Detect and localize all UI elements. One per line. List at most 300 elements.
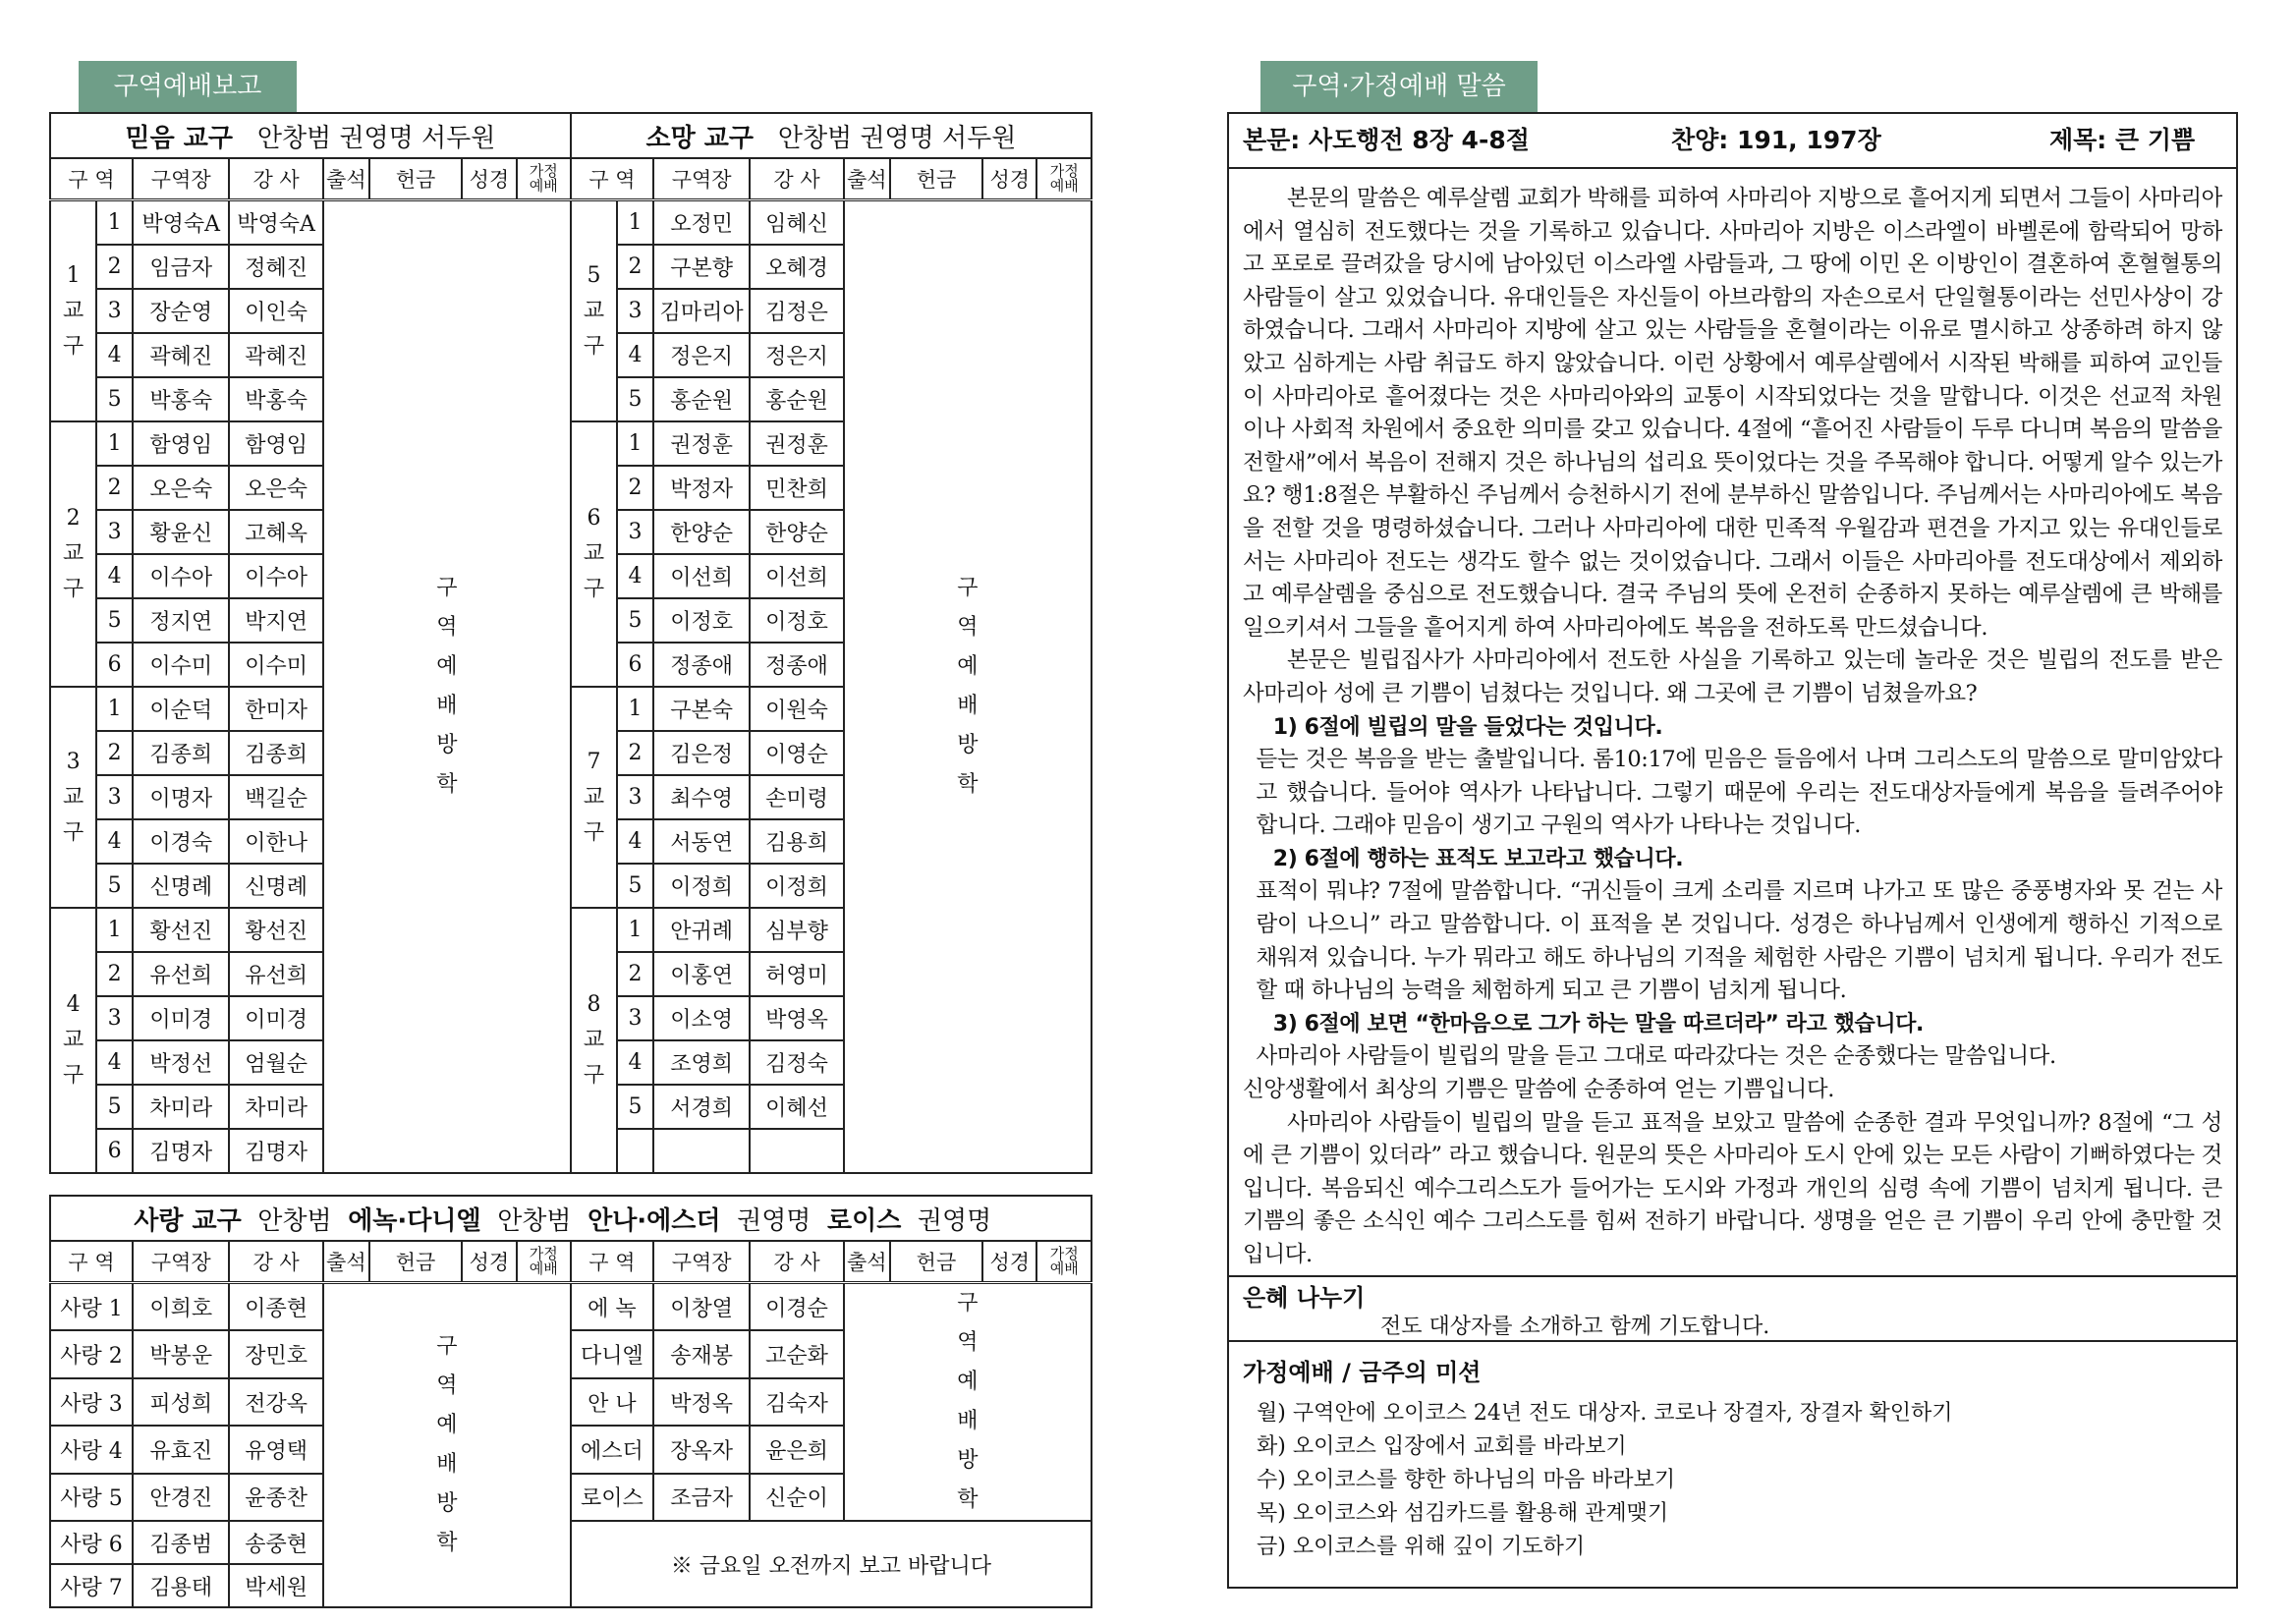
district-label <box>571 421 617 687</box>
table-row <box>50 1521 1092 1564</box>
report-entry-area <box>323 1283 571 1608</box>
row-number: 5 <box>96 377 133 421</box>
row-number: 4 <box>617 333 653 377</box>
vertical-char: 교 <box>583 541 605 566</box>
vertical-char: 예 <box>957 1370 979 1394</box>
home-line2: 예배 <box>1049 1260 1079 1277</box>
district-leader: 홍순원 <box>653 377 750 421</box>
sarang-cell: 에스더 <box>571 1426 653 1473</box>
vertical-char: 8 <box>587 992 601 1017</box>
sarang-cell: 송재봉 <box>653 1330 750 1377</box>
home-line1: 가정 <box>529 162 558 180</box>
vertical-char: 교 <box>62 1028 84 1052</box>
district-teacher: 이영순 <box>750 731 843 775</box>
district-leader: 정종애 <box>653 643 750 687</box>
vertical-char: 구 <box>62 1063 84 1088</box>
district-leader: 김은정 <box>653 731 750 775</box>
sarang-cell: 사랑 5 <box>50 1474 133 1521</box>
row-number: 1 <box>617 908 653 952</box>
mission-day: 화) 오이코스 입장에서 교회를 바라보기 <box>1257 1434 1627 1459</box>
table-row <box>50 1283 1092 1331</box>
district-leader: 박영숙A <box>133 200 229 246</box>
col-header-offering: 헌금 <box>369 158 462 200</box>
col-header-offering: 헌금 <box>369 1241 462 1283</box>
district-label <box>50 421 96 687</box>
district-leader: 차미라 <box>133 1085 229 1129</box>
district-leader: 박정선 <box>133 1040 229 1085</box>
district-teacher: 이원숙 <box>750 687 843 731</box>
district-leader: 함영임 <box>133 421 229 466</box>
vertical-char: 6 <box>587 506 601 531</box>
sermon-paragraph: 본문은 빌립집사가 사마리아에서 전도한 사실을 기록하고 있는데 놀라운 것은 빌립의 전도를 받은 사마리아 성에 큰 기쁨이 넘쳤다는 것입니다. 왜 그곳에 큰 기쁨이 넘쳤을까요? <box>1243 647 2222 706</box>
vertical-char: 역 <box>957 615 979 640</box>
table-row <box>50 200 1092 246</box>
district-leader: 장순영 <box>133 289 229 333</box>
district-teacher: 고혜옥 <box>229 510 322 554</box>
col-header-home <box>1036 1241 1092 1283</box>
district-teacher: 오혜경 <box>750 245 843 289</box>
point-text: 표적이 뭐냐? 7절에 말씀합니다. “귀신들이 크게 소리를 지르며 나가고 또 많은 중풍병자와 못 걷는 사람이 나으니” 라고 말씀합니다. 이 표적을 본 것입니다. 성경은 하나님께서 인생에게 행하신 기적으로 채워져 있습니다. 누가 뭐라고 해도 하나님의 기적을 체험한 사람은 기쁨이 넘치게 됩니다. 우리가 전도할 때 하나님의 능력을 체험하게 되고 큰 기쁨이 넘치게 됩니다. <box>1256 878 2222 1004</box>
sarang-cell: 이창열 <box>653 1283 750 1331</box>
row-number: 5 <box>617 864 653 908</box>
district-teacher: 이선희 <box>750 554 843 598</box>
district-label <box>571 200 617 422</box>
sarang-cell: 박봉운 <box>133 1330 229 1377</box>
row-number: 3 <box>617 775 653 819</box>
col-header-attend: 출석 <box>323 1241 369 1283</box>
row-number: 2 <box>617 466 653 510</box>
vertical-char: 배 <box>957 1409 979 1433</box>
district-teacher: 곽혜진 <box>229 333 322 377</box>
district-teacher: 한미자 <box>229 687 322 731</box>
col-header-teacher: 강 사 <box>229 158 322 200</box>
vertical-char: 구 <box>957 576 979 600</box>
district-teacher: 이수아 <box>229 554 322 598</box>
report-entry-area <box>323 200 571 1174</box>
district-leader: 이홍연 <box>653 952 750 996</box>
group-leaders: 안창범 권영명 서두원 <box>256 123 496 153</box>
sarang-cell: 김종범 <box>133 1521 229 1564</box>
table-title-row <box>50 1196 1092 1241</box>
sarang-cell: 로이스 <box>571 1474 653 1521</box>
col-header-offering: 헌금 <box>890 1241 982 1283</box>
row-number: 4 <box>617 1040 653 1085</box>
row-number: 4 <box>96 554 133 598</box>
district-leader: 최수영 <box>653 775 750 819</box>
report-entry-area <box>844 1283 1092 1522</box>
district-teacher: 이인숙 <box>229 289 322 333</box>
district-leader: 정은지 <box>653 333 750 377</box>
col-header-attend: 출석 <box>323 158 369 200</box>
district-leader: 오은숙 <box>133 466 229 510</box>
district-teacher: 임혜신 <box>750 200 843 246</box>
col-header-area: 구 역 <box>50 158 133 200</box>
home-line2: 예배 <box>1049 177 1079 195</box>
row-number: 5 <box>617 598 653 643</box>
col-header-area: 구 역 <box>571 1241 653 1283</box>
col-header-teacher: 강 사 <box>750 158 843 200</box>
sarang-cell: 윤은희 <box>750 1426 843 1473</box>
table-header-row <box>50 1241 1092 1283</box>
vertical-char: 구 <box>62 819 84 845</box>
row-number: 1 <box>617 421 653 466</box>
col-header-home <box>517 158 571 200</box>
sarang-cell: 장민호 <box>229 1330 322 1377</box>
row-number: 2 <box>96 952 133 996</box>
district-teacher: 허영미 <box>750 952 843 996</box>
district-label <box>50 687 96 908</box>
sarang-cell: 사랑 2 <box>50 1330 133 1377</box>
row-number: 5 <box>96 864 133 908</box>
row-number: 3 <box>96 510 133 554</box>
sarang-cell: 이희호 <box>133 1283 229 1331</box>
title-part: 안나·에스더 <box>588 1205 721 1236</box>
mission-day: 금) 오이코스를 위해 깊이 기도하기 <box>1257 1535 1586 1559</box>
row-number: 3 <box>96 996 133 1040</box>
point-title: 1) 6절에 빌립의 말을 들었다는 것입니다. <box>1272 714 1663 740</box>
district-teacher: 이한나 <box>229 819 322 864</box>
vertical-char: 3 <box>66 749 81 774</box>
vertical-char: 구 <box>957 1291 979 1316</box>
sermon-body <box>1229 169 2236 1277</box>
district-teacher: 이혜선 <box>750 1085 843 1129</box>
sarang-cell: 안경진 <box>133 1474 229 1521</box>
district-leader: 김마리아 <box>653 289 750 333</box>
row-number: 2 <box>617 731 653 775</box>
district-leader: 황선진 <box>133 908 229 952</box>
row-number: 5 <box>617 1085 653 1129</box>
vertical-char: 학 <box>957 1487 979 1512</box>
district-leader: 박정자 <box>653 466 750 510</box>
district-report-table <box>49 112 1092 1174</box>
district-teacher: 박지연 <box>229 598 322 643</box>
district-leader: 구본숙 <box>653 687 750 731</box>
col-header-bible: 성경 <box>982 158 1036 200</box>
district-label <box>571 687 617 908</box>
sarang-cell: 전강옥 <box>229 1378 322 1426</box>
vertical-char: 방 <box>957 733 979 757</box>
grace-text: 전도 대상자를 소개하고 함께 기도합니다. <box>1380 1315 1770 1339</box>
district-leader: 정지연 <box>133 598 229 643</box>
district-teacher: 박영옥 <box>750 996 843 1040</box>
row-number: 3 <box>96 775 133 819</box>
row-number: 1 <box>96 421 133 466</box>
col-header-leader: 구역장 <box>133 1241 229 1283</box>
sarang-cell: 피성희 <box>133 1378 229 1426</box>
row-number: 6 <box>96 643 133 687</box>
district-teacher: 정은지 <box>750 333 843 377</box>
report-notice: ※ 금요일 오전까지 보고 바랍니다 <box>571 1521 1092 1607</box>
col-header-bible: 성경 <box>462 1241 516 1283</box>
vertical-char: 구 <box>583 819 605 845</box>
home-line2: 예배 <box>529 177 558 195</box>
col-header-bible: 성경 <box>462 158 516 200</box>
vertical-char: 7 <box>587 749 601 774</box>
district-leader: 오정민 <box>653 200 750 246</box>
district-teacher: 김정숙 <box>750 1040 843 1085</box>
vertical-char: 교 <box>583 298 605 323</box>
col-header-offering: 헌금 <box>890 158 982 200</box>
title-part: 권영명 <box>737 1205 812 1236</box>
col-header-home <box>517 1241 571 1283</box>
vertical-char: 구 <box>436 1334 458 1359</box>
group-name: 소망 교구 <box>645 123 755 153</box>
table-title-row <box>50 113 1092 158</box>
vertical-char: 방 <box>436 1491 458 1516</box>
sarang-title <box>50 1196 1092 1241</box>
district-teacher: 정혜진 <box>229 245 322 289</box>
district-teacher: 엄월순 <box>229 1040 322 1085</box>
sermon-passage: 본문: 사도행전 8장 4-8절 <box>1243 126 1530 154</box>
row-number: 1 <box>96 908 133 952</box>
vertical-char: 배 <box>436 694 458 718</box>
district-teacher: 신명례 <box>229 864 322 908</box>
district-teacher: 김명자 <box>229 1129 322 1173</box>
home-line1: 가정 <box>529 1245 558 1262</box>
district-leader: 유선희 <box>133 952 229 996</box>
vertical-char: 방 <box>436 733 458 757</box>
sarang-cell: 김숙자 <box>750 1378 843 1426</box>
row-number: 5 <box>617 377 653 421</box>
district-teacher: 손미령 <box>750 775 843 819</box>
group-title <box>50 113 571 158</box>
vertical-char: 교 <box>62 298 84 323</box>
col-header-teacher: 강 사 <box>750 1241 843 1283</box>
district-teacher: 함영임 <box>229 421 322 466</box>
district-leader: 이미경 <box>133 996 229 1040</box>
vertical-char: 배 <box>957 694 979 718</box>
sarang-cell: 장옥자 <box>653 1426 750 1473</box>
district-teacher: 이정호 <box>750 598 843 643</box>
sarang-cell: 김용태 <box>133 1564 229 1607</box>
district-teacher: 차미라 <box>229 1085 322 1129</box>
district-teacher: 박영숙A <box>229 200 322 246</box>
district-leader: 박홍숙 <box>133 377 229 421</box>
title-part: 사랑 교구 <box>134 1205 242 1236</box>
row-number: 5 <box>96 598 133 643</box>
vertical-char: 배 <box>436 1452 458 1477</box>
district-leader: 이수미 <box>133 643 229 687</box>
district-teacher: 김정은 <box>750 289 843 333</box>
district-leader: 김종희 <box>133 731 229 775</box>
title-part: 에녹·다니엘 <box>348 1205 481 1236</box>
sermon-paragraph: 사마리아 사람들이 빌립의 말을 듣고 표적을 보았고 말씀에 순종한 결과 무엇입니까? 8절에 “그 성에 큰 기쁨이 있더라” 라고 했습니다. 원문의 뜻은 사마리아 도시 안에 있는 모든 사람이 기뻐하였다는 것입니다. 복음되신 예수그리스도가 들어가는 도시와 가정과 개인의 심령 속에 기쁨이 넘치게 됩니다. 큰 기쁨의 좋은 소식인 예수 그리스도를 힘써 전하기 바랍니다. 생명을 얻은 큰 기쁨이 우리 안에 충만할 것입니다. <box>1243 1109 2222 1267</box>
group-name: 믿음 교구 <box>125 123 234 153</box>
sarang-cell: 유효진 <box>133 1426 229 1473</box>
section-tag-sermon: 구역·가정예배 말씀 <box>1260 61 1538 112</box>
sarang-cell: 사랑 1 <box>50 1283 133 1331</box>
district-leader: 권정훈 <box>653 421 750 466</box>
sarang-cell: 이경순 <box>750 1283 843 1331</box>
row-number: 1 <box>96 200 133 246</box>
district-teacher: 이미경 <box>229 996 322 1040</box>
row-number: 4 <box>96 819 133 864</box>
point-title: 3) 6절에 보면 “한마음으로 그가 하는 말을 따르더라” 라고 했습니다. <box>1272 1011 1924 1036</box>
district-teacher: 정종애 <box>750 643 843 687</box>
district-teacher: 이수미 <box>229 643 322 687</box>
table-header-row <box>50 158 1092 200</box>
vertical-char: 구 <box>436 576 458 600</box>
title-part: 안창범 <box>257 1205 332 1236</box>
home-line1: 가정 <box>1049 162 1079 180</box>
district-label <box>50 908 96 1173</box>
vertical-char: 구 <box>583 577 605 601</box>
vertical-char: 학 <box>436 772 458 797</box>
col-header-teacher: 강 사 <box>229 1241 322 1283</box>
row-number: 1 <box>617 200 653 246</box>
sarang-cell: 사랑 3 <box>50 1378 133 1426</box>
district-teacher: 한양순 <box>750 510 843 554</box>
vertical-char: 교 <box>62 541 84 566</box>
group-leaders: 안창범 권영명 서두원 <box>777 123 1017 153</box>
vertical-char: 구 <box>583 333 605 359</box>
mission-day: 수) 오이코스를 향한 하나님의 마음 바라보기 <box>1257 1468 1676 1492</box>
sarang-cell: 다니엘 <box>571 1330 653 1377</box>
row-number: 2 <box>96 466 133 510</box>
vertical-char: 교 <box>583 784 605 810</box>
district-leader: 이소영 <box>653 996 750 1040</box>
vertical-char: 1 <box>66 262 81 288</box>
vertical-char: 방 <box>957 1448 979 1473</box>
district-leader: 이선희 <box>653 554 750 598</box>
district-leader: 구본향 <box>653 245 750 289</box>
vertical-char: 4 <box>66 992 81 1017</box>
row-number: 1 <box>617 687 653 731</box>
sarang-cell: 이종현 <box>229 1283 322 1331</box>
sarang-cell: 고순화 <box>750 1330 843 1377</box>
empty-cell <box>617 1129 653 1173</box>
district-leader: 서동연 <box>653 819 750 864</box>
vertical-char: 역 <box>436 615 458 640</box>
vertical-char: 예 <box>436 1413 458 1437</box>
sarang-cell: 안 나 <box>571 1378 653 1426</box>
sermon-paragraph: 신앙생활에서 최상의 기쁨은 말씀에 순종하여 얻는 기쁨입니다. <box>1243 1077 1834 1103</box>
row-number: 3 <box>617 996 653 1040</box>
district-leader: 곽혜진 <box>133 333 229 377</box>
row-number: 2 <box>617 952 653 996</box>
report-entry-area <box>844 200 1092 1174</box>
empty-cell <box>750 1129 843 1173</box>
district-teacher: 김종희 <box>229 731 322 775</box>
vertical-char: 역 <box>436 1373 458 1398</box>
vertical-char: 예 <box>436 654 458 679</box>
col-header-leader: 구역장 <box>653 158 750 200</box>
mission-day: 목) 오이코스와 섬김카드를 활용해 관계맺기 <box>1257 1501 1669 1526</box>
title-part: 권영명 <box>917 1205 992 1236</box>
col-header-attend: 출석 <box>844 158 890 200</box>
district-label <box>50 200 96 422</box>
district-leader: 서경희 <box>653 1085 750 1129</box>
district-teacher: 박홍숙 <box>229 377 322 421</box>
district-leader: 이순덕 <box>133 687 229 731</box>
district-label <box>571 908 617 1173</box>
district-teacher: 심부향 <box>750 908 843 952</box>
district-leader: 이수아 <box>133 554 229 598</box>
point-title: 2) 6절에 행하는 표적도 보고라고 했습니다. <box>1272 846 1684 871</box>
sermon-box <box>1227 112 2238 1589</box>
vertical-char: 5 <box>587 262 601 288</box>
sarang-cell: 송중현 <box>229 1521 322 1564</box>
district-teacher: 유선희 <box>229 952 322 996</box>
sarang-cell: 에 녹 <box>571 1283 653 1331</box>
title-part: 로이스 <box>826 1205 902 1236</box>
district-leader: 한양순 <box>653 510 750 554</box>
col-header-area: 구 역 <box>571 158 653 200</box>
district-leader: 이명자 <box>133 775 229 819</box>
row-number: 6 <box>617 643 653 687</box>
row-number: 6 <box>96 1129 133 1173</box>
sarang-cell: 사랑 4 <box>50 1426 133 1473</box>
sarang-cell: 윤종찬 <box>229 1474 322 1521</box>
mission-day: 월) 구역안에 오이코스 24년 전도 대상자. 코로나 장결자, 장결자 확인하기 <box>1257 1401 1953 1426</box>
sarang-district-table <box>49 1195 1092 1608</box>
col-header-leader: 구역장 <box>653 1241 750 1283</box>
col-header-home <box>1036 158 1092 200</box>
point-text: 듣는 것은 복음을 받는 출발입니다. 롬10:17에 믿음은 들음에서 나며 그리스도의 말씀으로 말미암았다고 했습니다. 들어야 역사가 나타납니다. 그렇기 때문에 우리는 전도대상자들에게 복음을 들려주어야 합니다. 그래야 믿음이 생기고 구원의 역사가 나타나는 것입니다. <box>1256 747 2222 839</box>
home-line2: 예배 <box>529 1260 558 1277</box>
district-leader: 이정호 <box>653 598 750 643</box>
row-number: 1 <box>96 687 133 731</box>
district-teacher: 민찬희 <box>750 466 843 510</box>
row-number: 2 <box>617 245 653 289</box>
district-teacher: 홍순원 <box>750 377 843 421</box>
vertical-char: 학 <box>957 772 979 797</box>
vertical-char: 교 <box>583 1028 605 1052</box>
sermon-title: 제목: 큰 기쁨 <box>2049 126 2196 154</box>
point-text: 사마리아 사람들이 빌립의 말을 듣고 그대로 따라갔다는 것은 순종했다는 말씀입니다. <box>1256 1043 2056 1070</box>
district-teacher: 오은숙 <box>229 466 322 510</box>
sarang-cell: 사랑 7 <box>50 1564 133 1607</box>
home-line1: 가정 <box>1049 1245 1079 1262</box>
district-leader: 이정희 <box>653 864 750 908</box>
title-part: 안창범 <box>497 1205 572 1236</box>
row-number: 4 <box>617 554 653 598</box>
district-leader: 조영희 <box>653 1040 750 1085</box>
weekly-mission <box>1229 1342 2236 1580</box>
vertical-char: 예 <box>957 654 979 679</box>
district-teacher: 이정희 <box>750 864 843 908</box>
row-number: 3 <box>617 289 653 333</box>
row-number: 4 <box>617 819 653 864</box>
col-header-attend: 출석 <box>844 1241 890 1283</box>
col-header-leader: 구역장 <box>133 158 229 200</box>
sarang-cell: 유영택 <box>229 1426 322 1473</box>
row-number: 3 <box>617 510 653 554</box>
sarang-cell: 박정옥 <box>653 1378 750 1426</box>
mission-title: 가정예배 / 금주의 미션 <box>1243 1359 1482 1386</box>
district-teacher: 백길순 <box>229 775 322 819</box>
sermon-header <box>1229 114 2236 169</box>
empty-cell <box>653 1129 750 1173</box>
grace-title: 은혜 나누기 <box>1243 1284 1366 1312</box>
sarang-cell: 박세원 <box>229 1564 322 1607</box>
row-number: 2 <box>96 731 133 775</box>
district-leader: 신명례 <box>133 864 229 908</box>
district-leader: 안귀례 <box>653 908 750 952</box>
row-number: 4 <box>96 333 133 377</box>
sarang-cell: 사랑 6 <box>50 1521 133 1564</box>
district-teacher: 권정훈 <box>750 421 843 466</box>
row-number: 5 <box>96 1085 133 1129</box>
vertical-char: 구 <box>62 577 84 601</box>
sermon-paragraph: 본문의 말씀은 예루살렘 교회가 박해를 피하여 사마리아 지방으로 흩어지게 되면서 그들이 사마리아에서 열심히 전도했다는 것을 기록하고 있습니다. 사마리아 지방은 이스라엘이 바벨론에 함락되어 망하고 포로로 끌려갔을 당시에 남아있던 이스라엘 사람들과, 그 땅에 이민 온 이방인이 결혼하여 혼혈혈통의 사람들이 살고 있었습니다. 유대인들은 자신들이 아브라함의 자손으로서 단일혈통이라는 선민사상이 강하였습니다. 그래서 사마리아 지방에 살고 있는 사람들을 혼혈이라는 이유로 멸시하고 상종하려 하지 않았고 심하게는 사람 취급도 하지 않았습니다. 이런 상황에서 예루살렘에서 시작된 박해를 피하여 교인들이 사마리아로 흩어졌다는 것은 사마리아와의 교통이 시작되었다는 것을 말합니다. 이것은 선교적 차원이나 사회적 차원에서 중요한 의미를 갖고 있습니다. 4절에 “흩어진 사람들이 두루 다니며 복음의 말씀을 전할새”에서 복음이 전해지 것은 하나님의 섭리요 뜻이었다는 것을 주목해야 합니다. 어떻게 알수 있는가요? 행1:8절은 부활하신 주님께서 승천하시기 전에 분부하신 말씀입니다. 주님께서는 사마리아에도 복음을 전할 것을 명령하셨습니다. 그러나 사마리아에 대한 민족적 우월감과 편견을 가지고 있는 유대인들로서는 사마리아 전도는 생각도 할수 없는 것이었습니다. 그래서 이들은 사마리아를 전도대상에서 제외하고 예루살렘을 중심으로 전도했습니다. 결국 주님의 뜻에 온전히 순종하지 못하는 예루살렘에 큰 박해를 일으키셔서 그들을 흩어지게 하여 사마리아에도 복음을 전하도록 만드셨습니다. <box>1243 186 2222 641</box>
col-header-area: 구 역 <box>50 1241 133 1283</box>
row-number: 2 <box>96 245 133 289</box>
vertical-char: 교 <box>62 784 84 810</box>
vertical-char: 역 <box>957 1330 979 1355</box>
district-leader: 이경숙 <box>133 819 229 864</box>
district-teacher: 황선진 <box>229 908 322 952</box>
